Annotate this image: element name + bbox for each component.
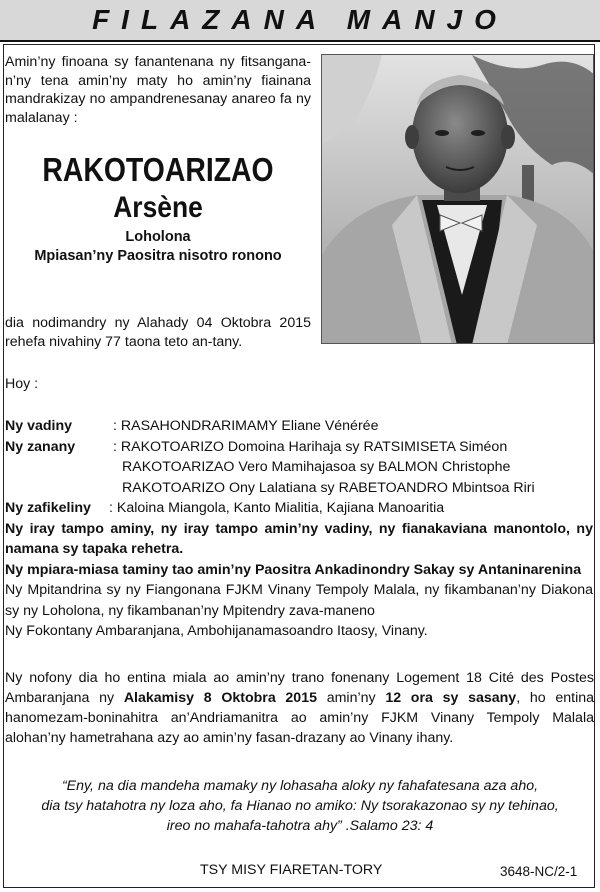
quote-line: ireo no mahafa-tahotra ahy” .Salamo 23: 4 [166, 818, 434, 834]
spouse-names: : RASAHONDRARIMAMY Eliane Vénérée [113, 418, 379, 434]
portrait-illustration [322, 55, 594, 344]
deceased-name-block [5, 150, 311, 266]
deceased-title-2: Mpiasan’ny Paositra nisotro ronono [34, 248, 282, 264]
funeral-text-2: amin’ny [326, 690, 376, 706]
family-row-spouse [5, 416, 593, 437]
children-names [113, 437, 535, 499]
relatives-line: Ny iray tampo aminy, ny iray tampo amin’ny vadiny, ny fianakaviana manontolo, ny namana sy tapaka rehetra. [5, 520, 593, 557]
family-row-grandchildren [5, 498, 593, 519]
family-list [5, 416, 593, 642]
children-line: RAKOTOARIZO Ony Lalatiana sy RABETOANDRO Mbintsoa Riri [122, 479, 535, 496]
funeral-day: Alakamisy 8 Oktobra 2015 [123, 690, 317, 706]
deceased-portrait-photo [321, 54, 594, 344]
funeral-text-1: Ny nofony dia ho entina miala ao amin’ny trano fonenany Logement 18 Cité des Postes Ambaranjana ny [5, 670, 594, 706]
funeral-text-3: , ho entina hanomezam-boninahitra an’Andriamanitra ao amin’ny FJKM Vinany Tempoly Malala alohan’ny hametrahana azy ao amin’ny fasan-drazany ao Vinany ihany. [5, 690, 594, 746]
quote-line: “Eny, na dia mandeha mamaky ny lohasaha aloky ny fahafatesana aza aho, [61, 778, 539, 794]
death-notice: dia nodimandry ny Alahady 04 Oktobra 2015 rehefa nivahiny 77 taona teto an-tany. [5, 315, 311, 350]
children-line: : RAKOTOARIZO Domoina Harihaja sy RATSIMISETA Siméon [113, 438, 508, 455]
funeral-time: 12 ora sy sasany [385, 690, 517, 706]
children-line: RAKOTOARIZAO Vero Mamihajasoa sy BALMON Christophe [122, 459, 511, 475]
grandchildren-names: : Kaloina Miangola, Kanto Mialitia, Kajiana Manoaritia [109, 500, 445, 516]
intro-text: Amin’ny finoana sy fanantenana ny fitsangana-n’ny tena amin’ny maty ho amin’ny fiainana mandrakizay no ampandrenesanay anareo fa ny malalanay : [5, 54, 311, 126]
grandchildren-label: Ny zafikeliny [5, 500, 91, 516]
funeral-details [5, 668, 594, 748]
fokontany-line: Ny Fokontany Ambaranjana, Ambohijanamasoandro Itaosy, Vinany. [5, 623, 428, 639]
church-line: Ny Mpitandrina sy ny Fiangonana FJKM Vinany Tempoly Malala, ny fikambanan’ny Diakona sy ny Loholona, ny fikambanan’ny Mpitendry zava-maneno [5, 582, 593, 619]
quote-line: dia tsy hatahotra ny loza aho, fa Hianao no amiko: Ny tsorakazonao sy ny tehinao, [41, 798, 559, 814]
header-banner [0, 0, 600, 42]
deceased-title-1: Loholona [125, 229, 191, 245]
deceased-first-name: Arsène [113, 191, 203, 224]
colleagues-line: Ny mpiara-miasa taminy tao amin’ny Paositra Ankadinondry Sakay sy Antaninarenina [5, 561, 582, 578]
spouse-label: Ny vadiny [5, 418, 73, 434]
footer-reference: 3648-NC/2-1 [500, 864, 578, 879]
header-title: FILAZANA MANJO [92, 4, 508, 35]
children-label: Ny zanany [5, 438, 76, 455]
scripture-quote [10, 776, 590, 836]
deceased-surname: RAKOTOARIZAO [42, 151, 274, 188]
footer-notice: TSY MISY FIARETAN-TORY [200, 862, 383, 878]
hoy-label: Hoy : [5, 376, 39, 392]
family-row-children [5, 437, 593, 499]
